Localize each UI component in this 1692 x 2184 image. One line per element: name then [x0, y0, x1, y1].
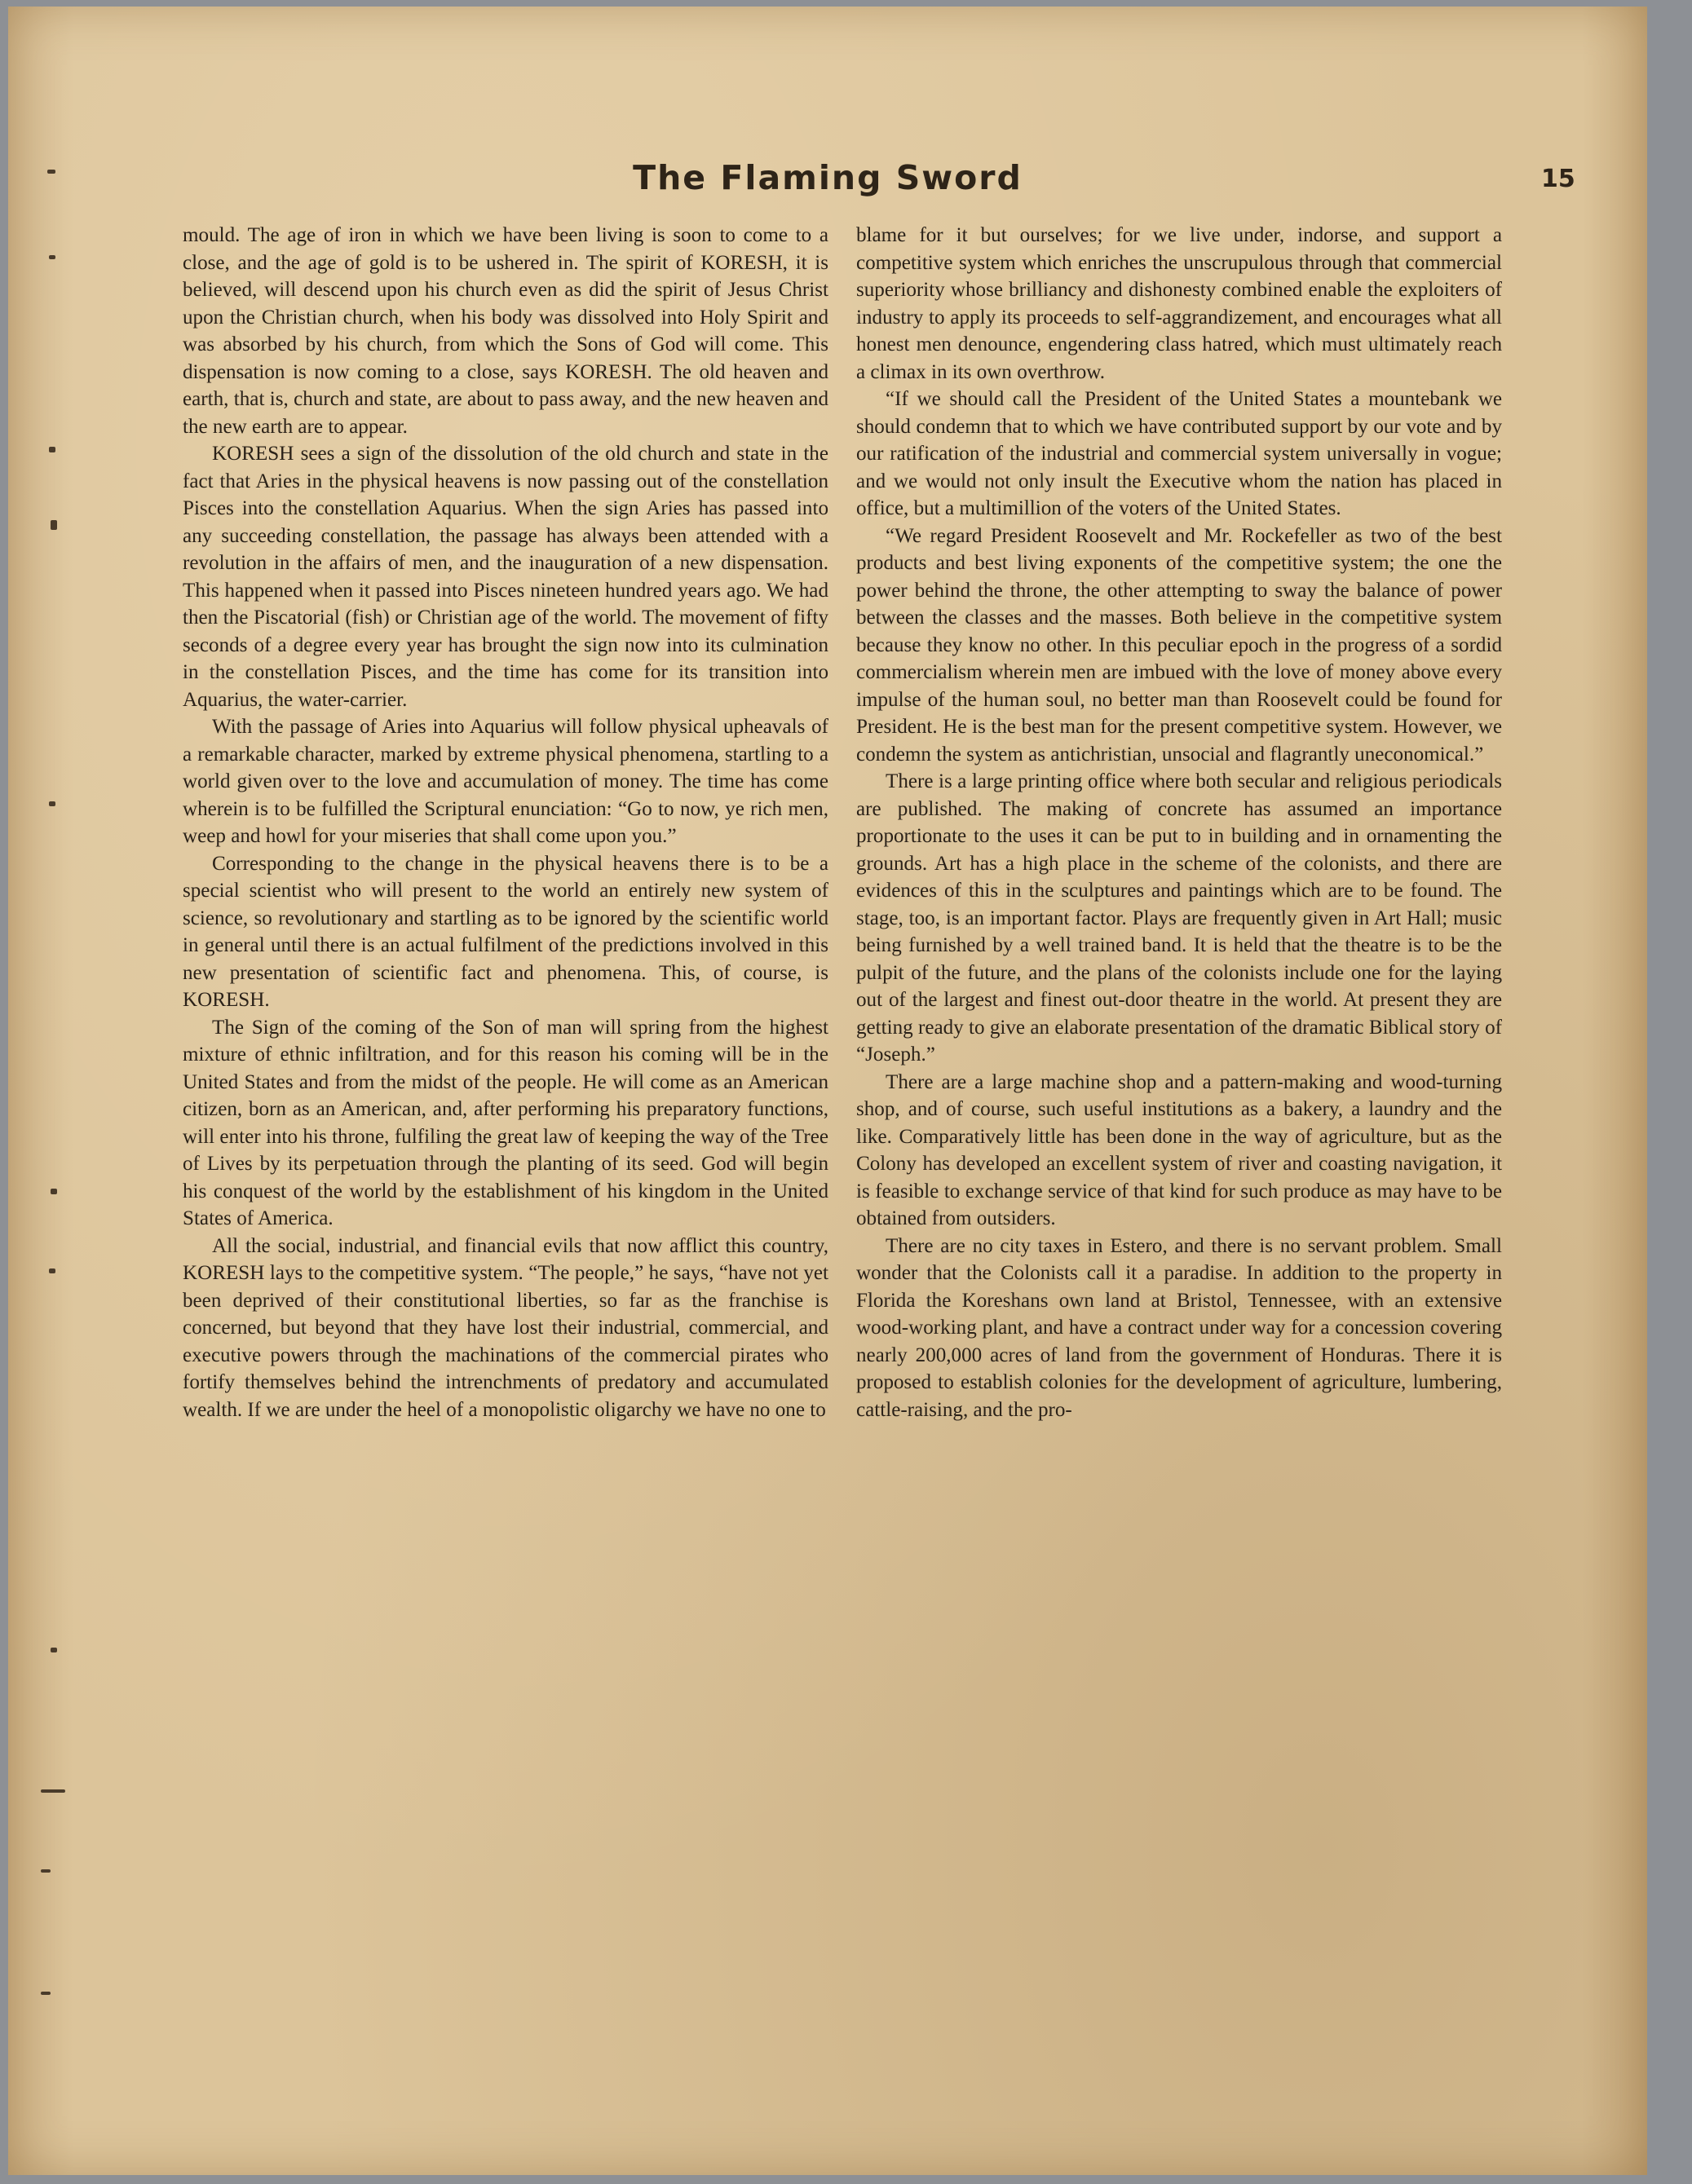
binding-mark: [49, 255, 55, 259]
paragraph: KORESH sees a sign of the dissolution of the old church and state in the fact that Aries in the physical heavens is now passing out of the constellation Pisces into the constellation Aquarius. When the sign Aries has passed into any succeeding constellation, the passage has always been attended with a revolution in the affairs of men, and the inauguration of a new dispensation. This happened when it passed into Pisces nineteen hundred years ago. We had then the Piscatorial (fish) or Christian age of the world. The movement of fifty seconds of a degree every year has brought the sign now into its culmination in the constellation Pisces, and the time has come for its transition into Aquarius, the water-carrier.: [183, 443, 828, 711]
paragraph: There are a large machine shop and a pattern-making and wood-turning shop, and of course, such useful institutions as a bakery, a laundry and the like. Comparatively little has been done in the way of agriculture, but as the Colony has developed an excellent system of river and coasting navigation, it is feasible to exchange service of that kind for such produce as may have to be obtained from outsiders.: [856, 1070, 1502, 1229]
paragraph: The Sign of the coming of the Son of man will spring from the highest mixture of ethnic infiltration, and for this reason his coming will be in the United States and from the midst of the people. He will come as an American citizen, born as an American, and, after performing his preparatory functions, will enter into his throne, fulfiling the great law of keeping the way of the Tree of Lives by its perpetuation through the planting of its seed. God will begin his conquest of the world by the establishment of his kingdom in the United States of America.: [183, 1016, 828, 1229]
paragraph: There is a large printing office where both secular and religious periodicals are published. The making of concrete has assumed an importance proportionate to the uses it can be put to in building and in ornamenting the grounds. Art has a high place in the scheme of the colonists, and there are evidences of this in the sculptures and paintings which are to be found. The stage, too, is an important factor. Plays are frequently given in Art Hall; music being furnished by a well trained band. It is held that the theatre is to be the pulpit of the future, and the plans of the colonists include one for the laying out of the largest and finest out-door theatre in the world. At present they are getting ready to give an elaborate presentation of the dramatic Biblical story of “Joseph.”: [856, 770, 1502, 1066]
paragraph: All the social, industrial, and financial evils that now afflict this country, KORESH lays to the competitive system. “The people,” he says, “have not yet been deprived of their constitutional liberties, so far as the franchise is concerned, but beyond that they have lost their industrial, commercial, and executive powers through the machinations of the commercial pirates who fortify themselves behind the intrenchments of predatory and accumulated wealth. If we are under the heel of a monopolistic oligarchy we have no one to: [183, 1234, 828, 1421]
binding-mark: [41, 1992, 51, 1995]
paragraph: With the passage of Aries into Aquarius will follow physical upheavals of a remarkable character, marked by extreme physical phenomena, startling to a world given over to the love and accumulation of money. The time has come wherein is to be fulfilled the Scriptural enunciation: “Go to now, ye rich men, weep and howl for your miseries that shall come upon you.”: [183, 716, 828, 847]
binding-mark: [49, 447, 55, 452]
running-header-title: The Flaming Sword: [633, 158, 1023, 197]
binding-mark: [49, 1268, 55, 1273]
binding-mark: [51, 1648, 57, 1652]
binding-mark: [41, 1869, 51, 1873]
binding-mark: [51, 520, 57, 530]
right-text-column: [856, 222, 1502, 2015]
binding-mark: [51, 1189, 57, 1194]
paragraph: Corresponding to the change in the physical heavens there is to be a special scientist who will present to the world an entirely new system of science, so revolutionary and startling as to be ignored by the scientific world in general until there is an actual fulfilment of the predictions involved in this new presentation of scientific fact and phenomena. This, of course, is KORESH.: [183, 852, 828, 1011]
binding-mark: [41, 1789, 65, 1793]
paragraph: “We regard President Roosevelt and Mr. Rockefeller as two of the best products and best living exponents of the competitive system; the one the power behind the throne, the other attempting to sway the balance of power between the classes and the masses. Both believe in the competitive system because they know no other. In this peculiar epoch in the progress of a sordid commercialism wherein men are imbued with the love of money above every impulse of the human soul, no better man than Roosevelt could be found for President. He is the best man for the present competitive system. However, we condemn the system as antichristian, unsocial and flagrantly uneconomical.”: [856, 524, 1502, 766]
paragraph: mould. The age of iron in which we have been living is soon to come to a close, and the age of gold is to be ushered in. The spirit of KORESH, it is believed, will descend upon his church even as did the spirit of Jesus Christ upon the Christian church, when his body was dissolved into Holy Spirit and was absorbed by his church, from which the Sons of God will come. This dispensation is now coming to a close, says KORESH. The old heaven and earth, that is, church and state, are about to pass away, and the new heaven and the new earth are to appear.: [183, 224, 828, 438]
paragraph: blame for it but ourselves; for we live under, indorse, and support a competitive system which enriches the unscrupulous through that commercial superiority whose brilliancy and dishonesty combined enable the exploiters of industry to apply its proceeds to self-aggrandizement, and encourages what all honest men denounce, engendering class hatred, which must ultimately reach a climax in its own overthrow.: [856, 224, 1502, 383]
left-text-column: [183, 222, 828, 2015]
page-number: 15: [1541, 165, 1575, 193]
binding-mark: [49, 801, 55, 806]
paragraph: There are no city taxes in Estero, and there is no servant problem. Small wonder that the Colonists call it a paradise. In addition to the property in Florida the Koreshans own land at Bristol, Tennessee, with an extensive wood-working plant, and have a contract under way for a concession covering nearly 200,000 acres of land from the government of Honduras. There it is proposed to establish colonies for the development of agriculture, lumbering, cattle-raising, and the pro-: [856, 1234, 1502, 1421]
paragraph: “If we should call the President of the United States a mountebank we should condemn that to which we have contributed support by our vote and by our ratification of the industrial and commercial system universally in vogue; and we would not only insult the Executive whom the nation has placed in office, but a multimillion of the voters of the United States.: [856, 388, 1502, 519]
